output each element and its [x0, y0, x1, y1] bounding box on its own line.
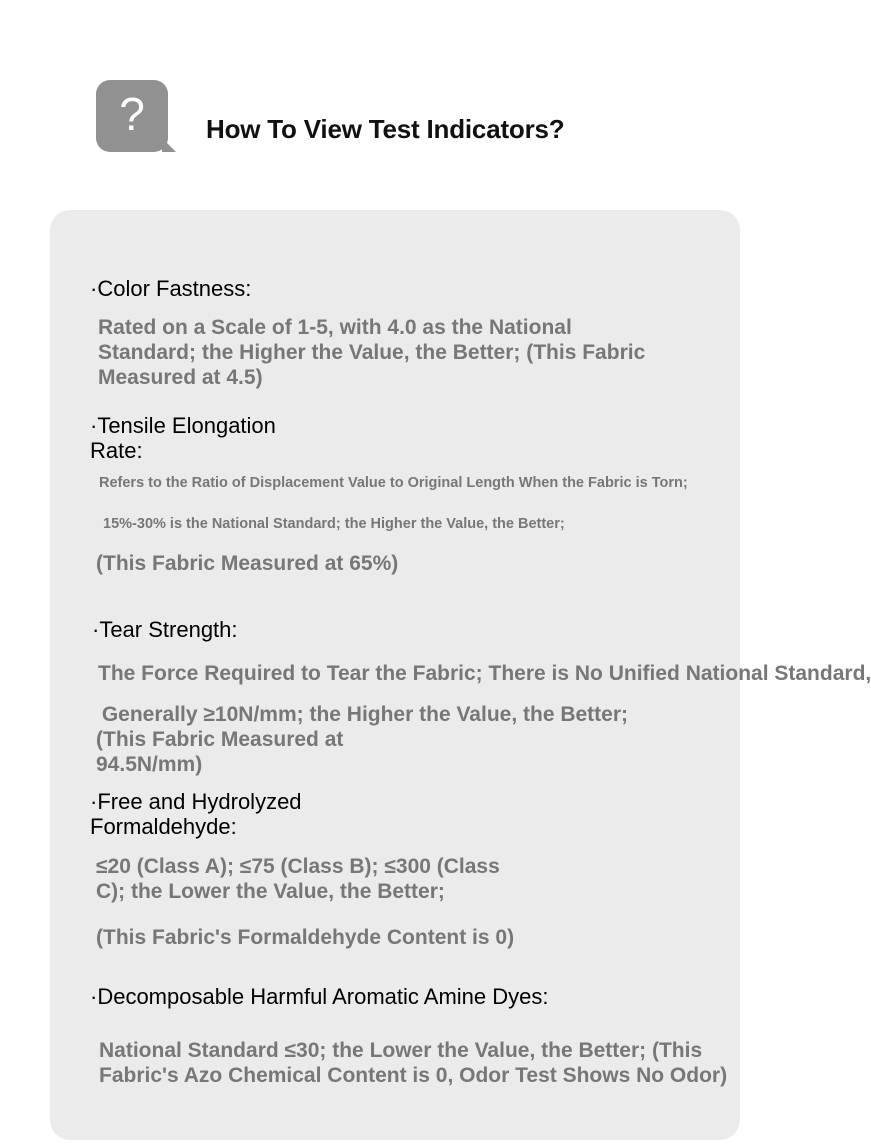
page-title: How To View Test Indicators? [206, 114, 565, 144]
section-text-tensile-elongation-3: (This Fabric Measured at 65%) [96, 552, 399, 575]
section-text-tensile-elongation-2: 15%-30% is the National Standard; the Higher the Value, the Better; [99, 516, 565, 532]
section-heading-tear-strength: ·Tear Strength: [92, 617, 238, 642]
section-text-formaldehyde-2: (This Fabric's Formaldehyde Content is 0) [96, 926, 515, 949]
section-heading-color-fastness: ·Color Fastness: [90, 276, 252, 301]
question-mark-glyph: ? [119, 88, 145, 140]
section-text-tear-strength-2: Generally ≥10N/mm; the Higher the Value, the Better; (This Fabric Measured at 94.5N/mm) [96, 703, 629, 776]
section-heading-amine-dyes: ·Decomposable Harmful Aromatic Amine Dyes: [90, 984, 549, 1009]
section-text-tensile-elongation-1: Refers to the Ratio of Displacement Value to Original Length When the Fabric is Torn; [99, 475, 688, 491]
section-heading-tensile-elongation: ·Tensile Elongation Rate: [90, 413, 276, 463]
section-text-amine-dyes: National Standard ≤30; the Lower the Value, the Better; (This Fabric's Azo Chemical Content is 0, Odor Test Shows No Odor) [99, 1039, 728, 1087]
section-text-tear-strength-1: The Force Required to Tear the Fabric; There is No Unified National Standard, [98, 662, 871, 685]
section-text-color-fastness: Rated on a Scale of 1-5, with 4.0 as the National Standard; the Higher the Value, the Better; (This Fabric Measured at 4.5) [98, 316, 646, 389]
section-text-formaldehyde-1: ≤20 (Class A); ≤75 (Class B); ≤300 (Class C); the Lower the Value, the Better; [96, 855, 500, 903]
section-heading-formaldehyde: ·Free and Hydrolyzed Formaldehyde: [90, 789, 302, 839]
question-bubble-icon [96, 80, 168, 152]
